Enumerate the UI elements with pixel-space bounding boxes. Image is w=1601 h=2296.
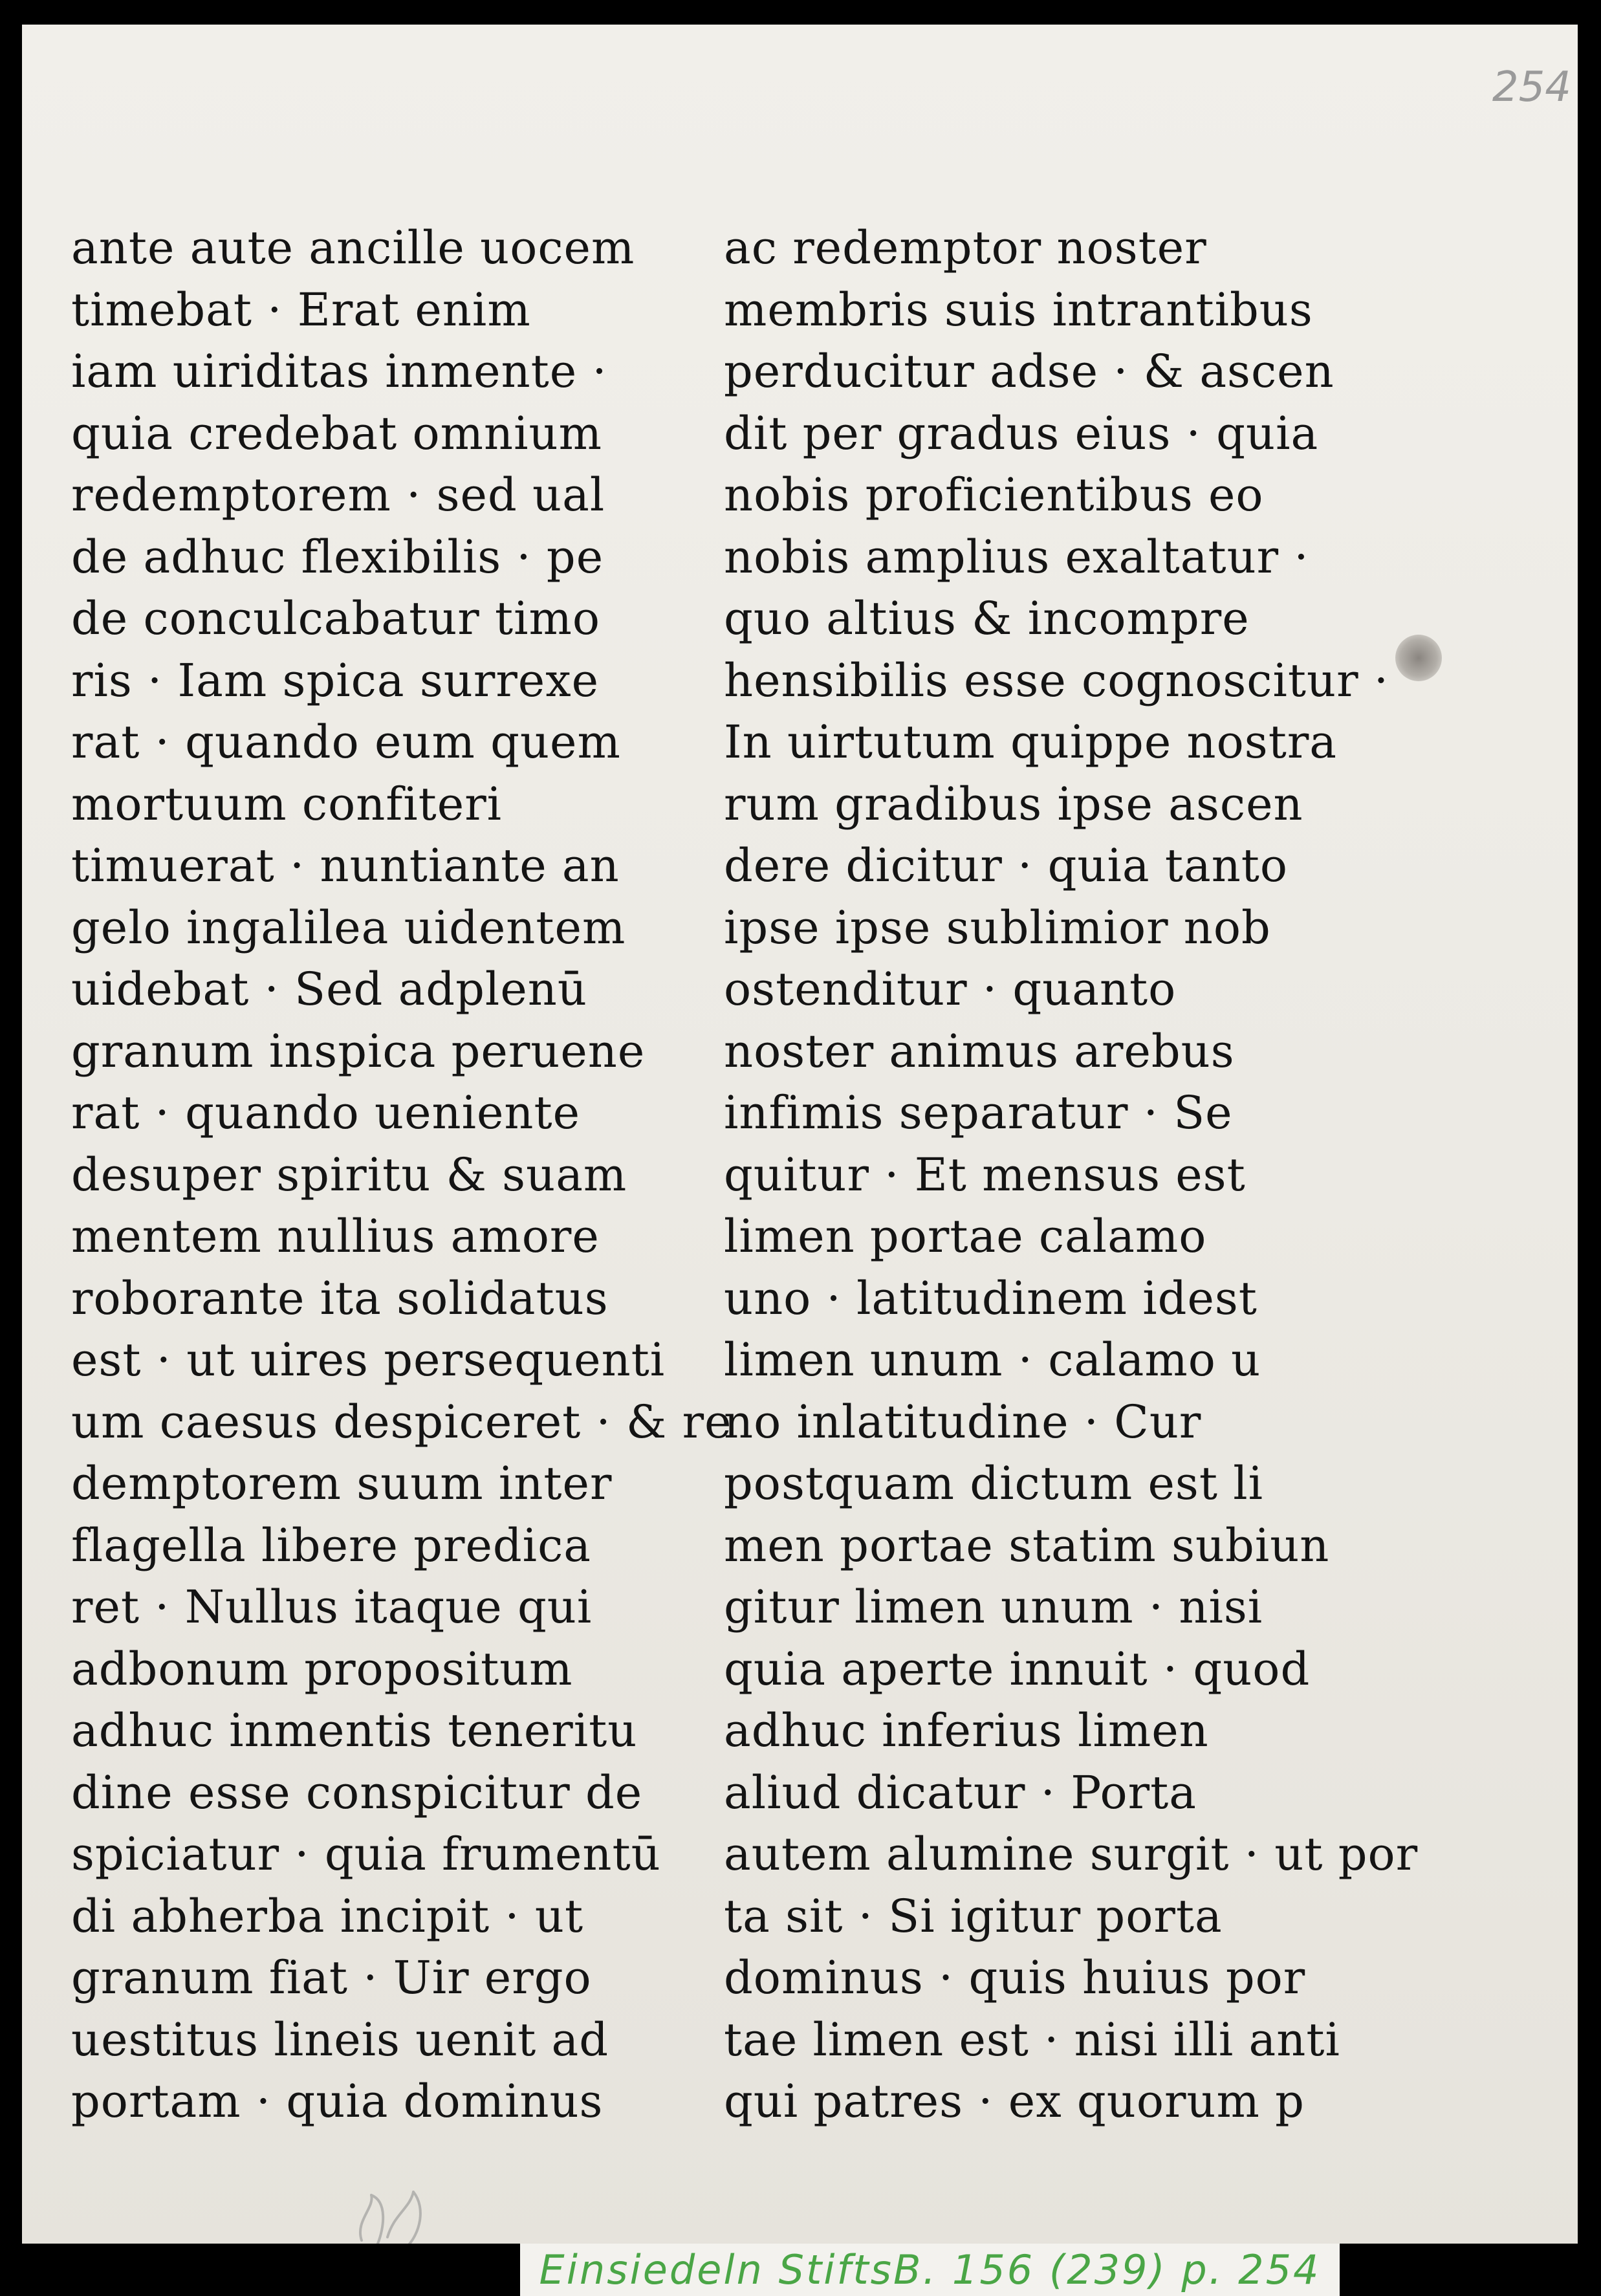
text-line: redemptorem · sed ual — [71, 468, 605, 521]
catalog-note-text: Einsiedeln StiftsB. 156 (239) p. 254 — [520, 2244, 1340, 2296]
text-line: ostenditur · quanto — [724, 963, 1177, 1016]
text-column-left — [71, 217, 732, 2133]
text-line: uestitus lineis uenit ad — [71, 2013, 609, 2066]
text-line: roborante ita solidatus — [71, 1271, 609, 1325]
text-line: dine esse conspicitur de — [71, 1766, 643, 1819]
text-line: limen portae calamo — [724, 1210, 1207, 1263]
text-line: tae limen est · nisi illi anti — [724, 2013, 1340, 2066]
folio-number: 254 — [1492, 63, 1571, 111]
text-line: granum fiat · Uir ergo — [71, 1951, 592, 2004]
text-line: rat · quando ueniente — [71, 1086, 581, 1139]
text-line: timebat · Erat enim — [71, 283, 531, 336]
text-line: autem alumine surgit · ut por — [724, 1828, 1419, 1881]
text-line: membris suis intrantibus — [724, 283, 1313, 336]
text-column-right — [724, 217, 1419, 2133]
text-line: quia aperte innuit · quod — [724, 1642, 1311, 1696]
text-line: ac redemptor noster — [724, 221, 1207, 274]
text-line: quo altius & incompre — [724, 592, 1250, 645]
text-line: dit per gradus eius · quia — [724, 406, 1319, 460]
text-line: quitur · Et mensus est — [724, 1148, 1246, 1201]
text-line: dominus · quis huius por — [724, 1951, 1306, 2004]
text-line: granum inspica peruene — [71, 1024, 646, 1078]
text-line: uno · latitudinem idest — [724, 1271, 1258, 1325]
text-line: nobis amplius exaltatur · — [724, 530, 1309, 584]
text-line: qui patres · ex quorum p — [724, 2075, 1305, 2128]
text-line: gitur limen unum · nisi — [724, 1580, 1263, 1634]
text-line: gelo ingalilea uidentem — [71, 901, 626, 954]
manuscript-page — [22, 25, 1578, 2268]
text-line: men portae statim subiun — [724, 1518, 1330, 1572]
text-line: rat · quando eum quem — [71, 716, 621, 769]
text-line: de adhuc flexibilis · pe — [71, 530, 604, 584]
text-line: um caesus despiceret · & re — [71, 1395, 732, 1449]
text-line: timuerat · nuntiante an — [71, 839, 620, 892]
text-line: limen unum · calamo u — [724, 1333, 1261, 1386]
text-line: noster animus arebus — [724, 1024, 1235, 1078]
text-line: adbonum propositum — [71, 1642, 573, 1696]
text-line: spiciatur · quia frumentū — [71, 1828, 661, 1881]
text-line: est · ut uires persequenti — [71, 1333, 666, 1386]
text-line: de conculcabatur timo — [71, 592, 601, 645]
text-line: quia credebat omnium — [71, 406, 602, 460]
text-line: adhuc inmentis teneritu — [71, 1704, 638, 1757]
archive-catalog-note — [0, 2244, 1601, 2296]
text-line: ris · Iam spica surrexe — [71, 653, 600, 707]
text-line: ta sit · Si igitur porta — [724, 1889, 1223, 1943]
text-line: di abherba incipit · ut — [71, 1889, 584, 1943]
text-line: demptorem suum inter — [71, 1457, 613, 1510]
text-line: desuper spiritu & suam — [71, 1148, 627, 1201]
text-line: dere dicitur · quia tanto — [724, 839, 1289, 892]
text-line: uidebat · Sed adplenū — [71, 963, 587, 1016]
text-line: ipse ipse sublimior nob — [724, 901, 1271, 954]
text-line: no inlatitudine · Cur — [724, 1395, 1202, 1449]
ink-stain — [1395, 635, 1442, 681]
text-line: In uirtutum quippe nostra — [724, 716, 1338, 769]
text-line: flagella libere predica — [71, 1518, 592, 1572]
text-line: infimis separatur · Se — [724, 1086, 1233, 1139]
text-line: adhuc inferius limen — [724, 1704, 1209, 1757]
text-line: iam uiriditas inmente · — [71, 345, 607, 398]
text-line: ante aute ancille uocem — [71, 221, 635, 274]
text-line: perducitur adse · & ascen — [724, 345, 1334, 398]
text-line: rum gradibus ipse ascen — [724, 777, 1303, 831]
text-line: mentem nullius amore — [71, 1210, 600, 1263]
text-line: hensibilis esse cognoscitur · — [724, 653, 1389, 707]
text-line: aliud dicatur · Porta — [724, 1766, 1197, 1819]
text-line: postquam dictum est li — [724, 1457, 1264, 1510]
text-line: ret · Nullus itaque qui — [71, 1580, 593, 1634]
text-line: mortuum confiteri — [71, 777, 503, 831]
text-line: nobis proficientibus eo — [724, 468, 1264, 521]
text-line: portam · quia dominus — [71, 2075, 604, 2128]
